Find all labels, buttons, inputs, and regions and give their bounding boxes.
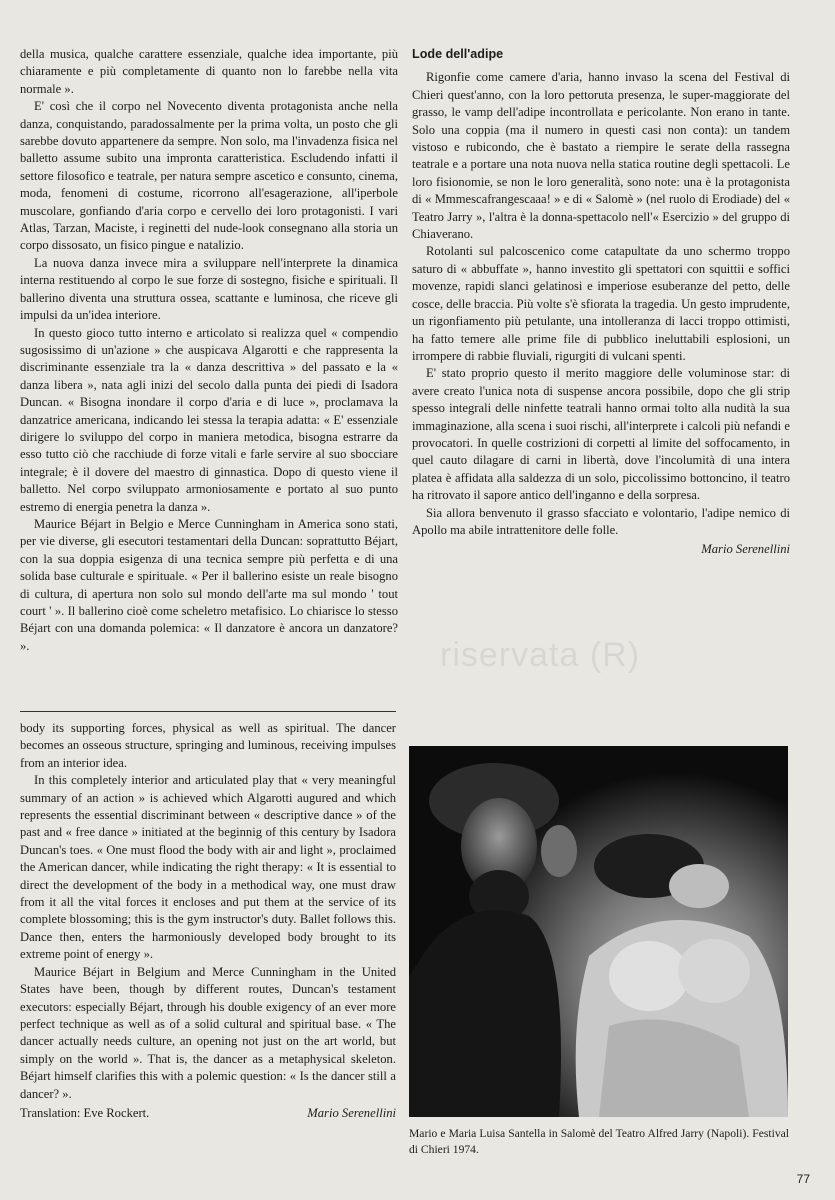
paragraph: E' così che il corpo nel Novecento diventa protagonista anche nella danza, conquistando, paradossalmente per la prima volta, un posto che gli sarebbe dovuto appartenere da sempre. Non solo, ma l'invadenza fisica nel balletto assume subito una impronta caratteristica. Escludendo infatti il settore filosofico e teatrale, per natura sempre ascetico e consunto, cinema, moda, fenomeni di costume, ricorrono all'esagerazione, all'iperbole muscolare, gonfiando d'aria corpo e cervello dei loro protagonisti. I vari Atlas, Tarzan, Maciste, i reginetti del nude-look consegnano alla storia un corpo dissosato, un fisico pingue e natalizio. (20, 99, 398, 253)
stage-photo-icon (409, 746, 788, 1117)
paragraph: In this completely interior and articulated play that « very meaningful summary of an action » is achieved which Algarotti augured and which represents the essential discriminant between « descriptive dance » of the past and « free dance » initiated at the beginnig of this century by Isadora Duncan's toes. « One must flood the body with air and light », proclaimed the American dancer, while indicating the right therapy: « It is essential to direct the development of the body in a methodical way, one must draw from it all the vital forces it encloses and put them at the service of its complete blossoming; this is the gym instructor's duty. Ballet follows this. Dance then, enters the harmoniously developed body brought to its extreme point of energy ». (20, 773, 396, 962)
english-translation-column (20, 720, 396, 1122)
paragraph: Rotolanti sul palcoscenico come catapultate da uno schermo troppo saturo di « abbuffate », hanno investito gli spettatori con squittii e soffici movenze, rapidi slanci gelatinosi e imperiose esuberanze del petto, delle cosce, delle braccia. Più volte s'è sfiorata la tragedia. Un gesto imprudente, un rigonfiamento più petulante, una intolleranza di lacci troppo ottimisti, ha fatto temere alle prime file di pubblico ineluttabili esplosioni, un irrompere di rabbie fluviali, rigurgiti di vulcani spenti. (412, 244, 790, 363)
author-signature: Mario Serenellini (307, 1105, 396, 1120)
section-title: Lode dell'adipe (412, 47, 504, 61)
translation-credit: Translation: Eve Rockert. (20, 1105, 150, 1120)
translation-footer (20, 1105, 396, 1122)
paragraph: Maurice Béjart in Belgio e Merce Cunningham in America sono stati, per vie diverse, gli esecutori testamentari della Duncan: soprattutto Béjart, con la sua doppia esigenza di una tecnica sempre più perfetta e di una solida base culturale e spirituale. « Per il ballerino esiste un reale bisogno di cultura, di apertura non solo sul mondo dell'arte ma sul mondo ' tout court ' ». Il ballerino cioè come scheletro metafisico. Lo chiarisce lo stesso Béjart con una domanda polemica: « Il danzatore è ancora un danzatore? ». (20, 516, 398, 653)
page-number: 77 (796, 1172, 810, 1186)
paragraph: Maurice Béjart in Belgium and Merce Cunningham in the United States have been, though by different routes, Duncan's testament executors: especially Béjart, through his double exigency of an ever more perfect technique as well as of a solid cultural and spiritual base. « The dancer actually needs culture, an opening not just on the art world, but simply on the world ». That is, the dancer as a metaphysical skeleton. Béjart himself clarifies this with a polemic question: « Is the dancer still a dancer? ». (20, 964, 396, 1101)
paragraph: body its supporting forces, physical as well as spiritual. The dancer becomes an osseous structure, springing and luminous, receiving impulses from an interior idea. (20, 721, 396, 770)
paragraph: La nuova danza invece mira a sviluppare nell'interprete la dinamica interna restituendo al corpo le sue forze di sostegno, fisiche e spirituali. Il ballerino diventa una struttura ossea, scattante e luminosa, che riceve gli impulsi da un'idea interiore. (20, 255, 398, 323)
paragraph: della musica, qualche carattere essenziale, qualche idea importante, più chiaramente e più completamente di quanto non lo farebbe nella vita normale ». (20, 47, 398, 96)
column-divider-rule (20, 711, 396, 712)
paragraph: In questo gioco tutto interno e articolato si realizza quel « compendio sugosissimo di un'azione » che auspicava Algarotti e che rappresenta la discriminante essenziale tra la « danza descrittiva » del passato e la « danza libera », nata agli inizi del secolo dalla punta dei piedi di Isadora Duncan. « Bisogna inondare il corpo d'aria e di luce », proclamava la danzatrice americana, indicando lei stessa la terapia adatta: « E' essenziale dirigere lo sviluppo del corpo in maniera metodica, bisogna estrarre da esso tutto ciò che racchiude di forze vitali e farle servire al suo sbocciare integrale; è il dovere del maestro di ginnastica. Dopo di questo viene il balletto. Nel corpo sviluppato armoniosamente e portato al suo punto estremo di energia penetra la danza ». (20, 325, 398, 514)
italian-article-column (20, 46, 398, 655)
paragraph: Sia allora benvenuto il grasso sfacciato e volontario, l'adipe nemico di Apollo ma abile intrattenitore delle folle. (412, 505, 790, 537)
lode-dell-adipe-article (412, 46, 790, 559)
watermark: riservata (R) (440, 636, 641, 674)
author-signature: Mario Serenellini (701, 542, 790, 557)
paragraph: Rigonfie come camere d'aria, hanno invaso la scena del Festival di Chieri quest'anno, con la loro pettoruta presenza, le super-maggiorate del grasso, le vamp dell'adipe incontrollata e pericolante. Non erano in tante. Solo una coppia (ma il numero in questi casi non conta): un tandem vistoso e rubicondo, che è bastato a riempire le serate della rassegna teatrale e a portare una nota nuova nella statica routine degli spettacoli. Le loro fisionomie, se non le loro generalità, sono note: una è la protagonista di « Mmmescafrangescaaa! » e di « Salomè » (nel ruolo di Erodiade) del « Teatro Jarry », l'altra è la donna-spettacolo nell'« Esercizio » del gruppo di Chiaverano. (412, 70, 790, 242)
photo-caption: Mario e Maria Luisa Santella in Salomè del Teatro Alfred Jarry (Napoli). Festival di Chieri 1974. (409, 1127, 789, 1156)
paragraph: E' stato proprio questo il merito maggiore delle voluminose star: di avere creato l'unica nota di suspense ancora possibile, dopo che gli strip spesso integrali delle ninfette teatrali hanno ormai tolto alla nudità la sua immaginazione, alla scena i suoi rischi, all'interprete i calcoli più nefandi e provocatori. In quelle costrizioni di corpetti al limite del soffocamento, in quel cauto dilagare di carni in libertà, dove l'incolumità di una intera platea è affidata alla saldezza di un solo, piccolissimo bottoncino, il teatro ha ritrovato il sapore antico dell'inganno e della sorpresa. (412, 366, 790, 503)
